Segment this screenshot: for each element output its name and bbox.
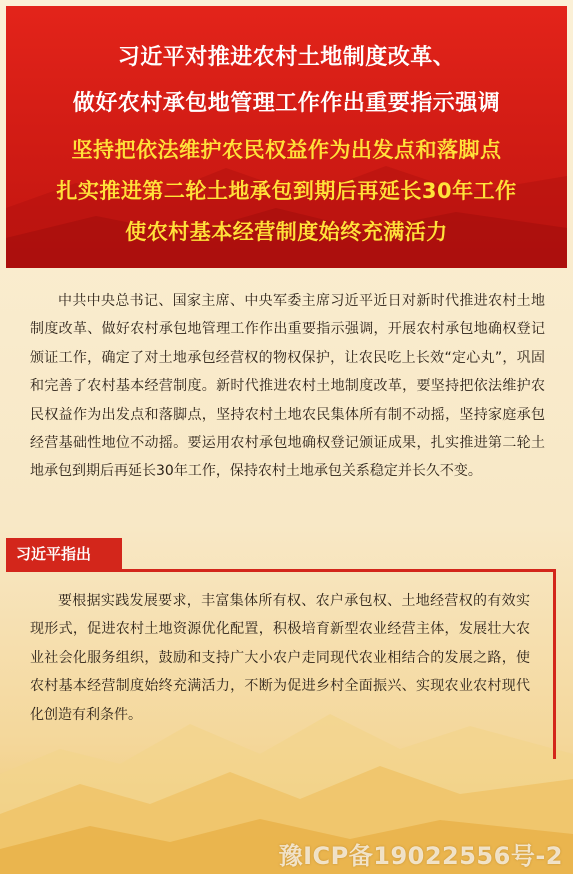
subheadline-line-3: 使农村基本经营制度始终充满活力 (125, 220, 448, 244)
subheadline-line-2: 扎实推进第二轮土地承包到期后再延长30年工作 (56, 179, 517, 203)
intro-paragraph: 中共中央总书记、国家主席、中央军委主席习近平近日对新时代推进农村土地制度改革、做好农村承包地管理工作作出重要指示强调，开展农村承包地确权登记颁证工作，确定了对土地承包经营权的物权保护，让农民吃上长效“定心丸”，巩固和完善了农村基本经营制度。新时代推进农村土地制度改革，要坚持把依法维护农民权益作为出发点和落脚点，坚持农村土地农民集体所有制不动摇，坚持家庭承包经营基础性地位不动摇。要运用农村承包地确权登记颁证成果，扎实推进第二轮土地承包到期后再延长30年工作，保持农村土地承包关系稳定并长久不变。 (30, 293, 545, 480)
headline-line-2: 做好农村承包地管理工作作出重要指示强调 (72, 91, 501, 116)
section-label: 习近平指出 (6, 538, 122, 570)
icp-watermark: 豫ICP备19022556号-2 (278, 842, 563, 870)
headline-line-1: 习近平对推进农村土地制度改革、 (117, 45, 456, 70)
section-border-right (553, 569, 556, 759)
section-divider (6, 569, 556, 572)
subheadline-line-1: 坚持把依法维护农民权益作为出发点和落脚点 (71, 138, 502, 162)
section-paragraph: 要根据实践发展要求，丰富集体所有权、农户承包权、土地经营权的有效实现形式，促进农村土地资源优化配置，积极培育新型农业经营主体，发展壮大农业社会化服务组织，鼓励和支持广大小农户走同现代农业相结合的发展之路，使农村基本经营制度始终充满活力，不断为促进乡村全面振兴、实现农业农村现代化创造有利条件。 (30, 593, 530, 723)
headline-banner (6, 6, 567, 268)
